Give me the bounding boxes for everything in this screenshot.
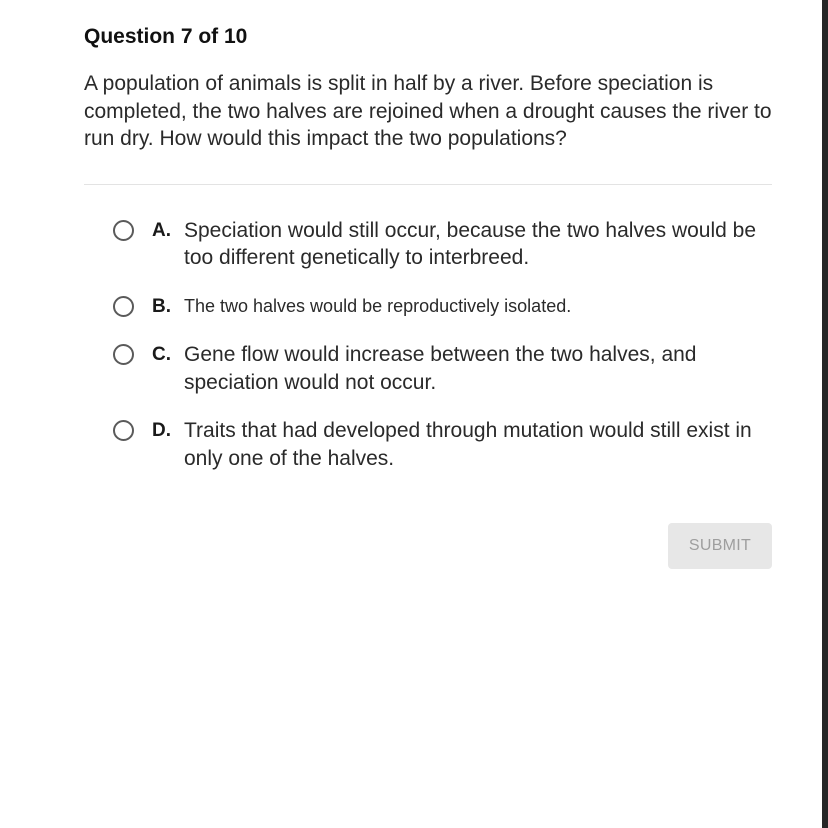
- option-d-letter: D.: [152, 420, 171, 441]
- option-d-text: Traits that had developed through mutation would still exist in only one of the halves.: [184, 419, 752, 470]
- option-a-text: Speciation would still occur, because the two halves would be too different genetically to interbreed.: [184, 218, 757, 269]
- option-c-letter: C.: [152, 344, 171, 365]
- option-a-letter: A.: [152, 219, 171, 241]
- option-a[interactable]: [113, 217, 773, 272]
- question-text: A population of animals is split in half by a river. Before speciation is completed, the two halves are rejoined when a drought causes the river to run dry. How would this impact the two populations?: [84, 72, 772, 150]
- option-d[interactable]: [113, 417, 773, 472]
- window-edge: [822, 0, 828, 828]
- question-counter: Question 7 of 10: [84, 25, 248, 48]
- option-b-text: The two halves would be reproductively isolated.: [184, 295, 572, 316]
- divider: [84, 184, 772, 185]
- option-b[interactable]: [113, 293, 773, 321]
- option-c-text: Gene flow would increase between the two halves, and speciation would not occur.: [184, 343, 697, 394]
- radio-button-a[interactable]: [113, 220, 134, 241]
- radio-button-b[interactable]: [113, 296, 134, 317]
- answer-options: [113, 217, 773, 473]
- quiz-container: [84, 22, 774, 493]
- submit-button[interactable]: SUBMIT: [668, 523, 772, 569]
- option-c[interactable]: [113, 341, 773, 396]
- radio-button-d[interactable]: [113, 420, 134, 441]
- radio-button-c[interactable]: [113, 344, 134, 365]
- option-b-letter: B.: [152, 295, 171, 317]
